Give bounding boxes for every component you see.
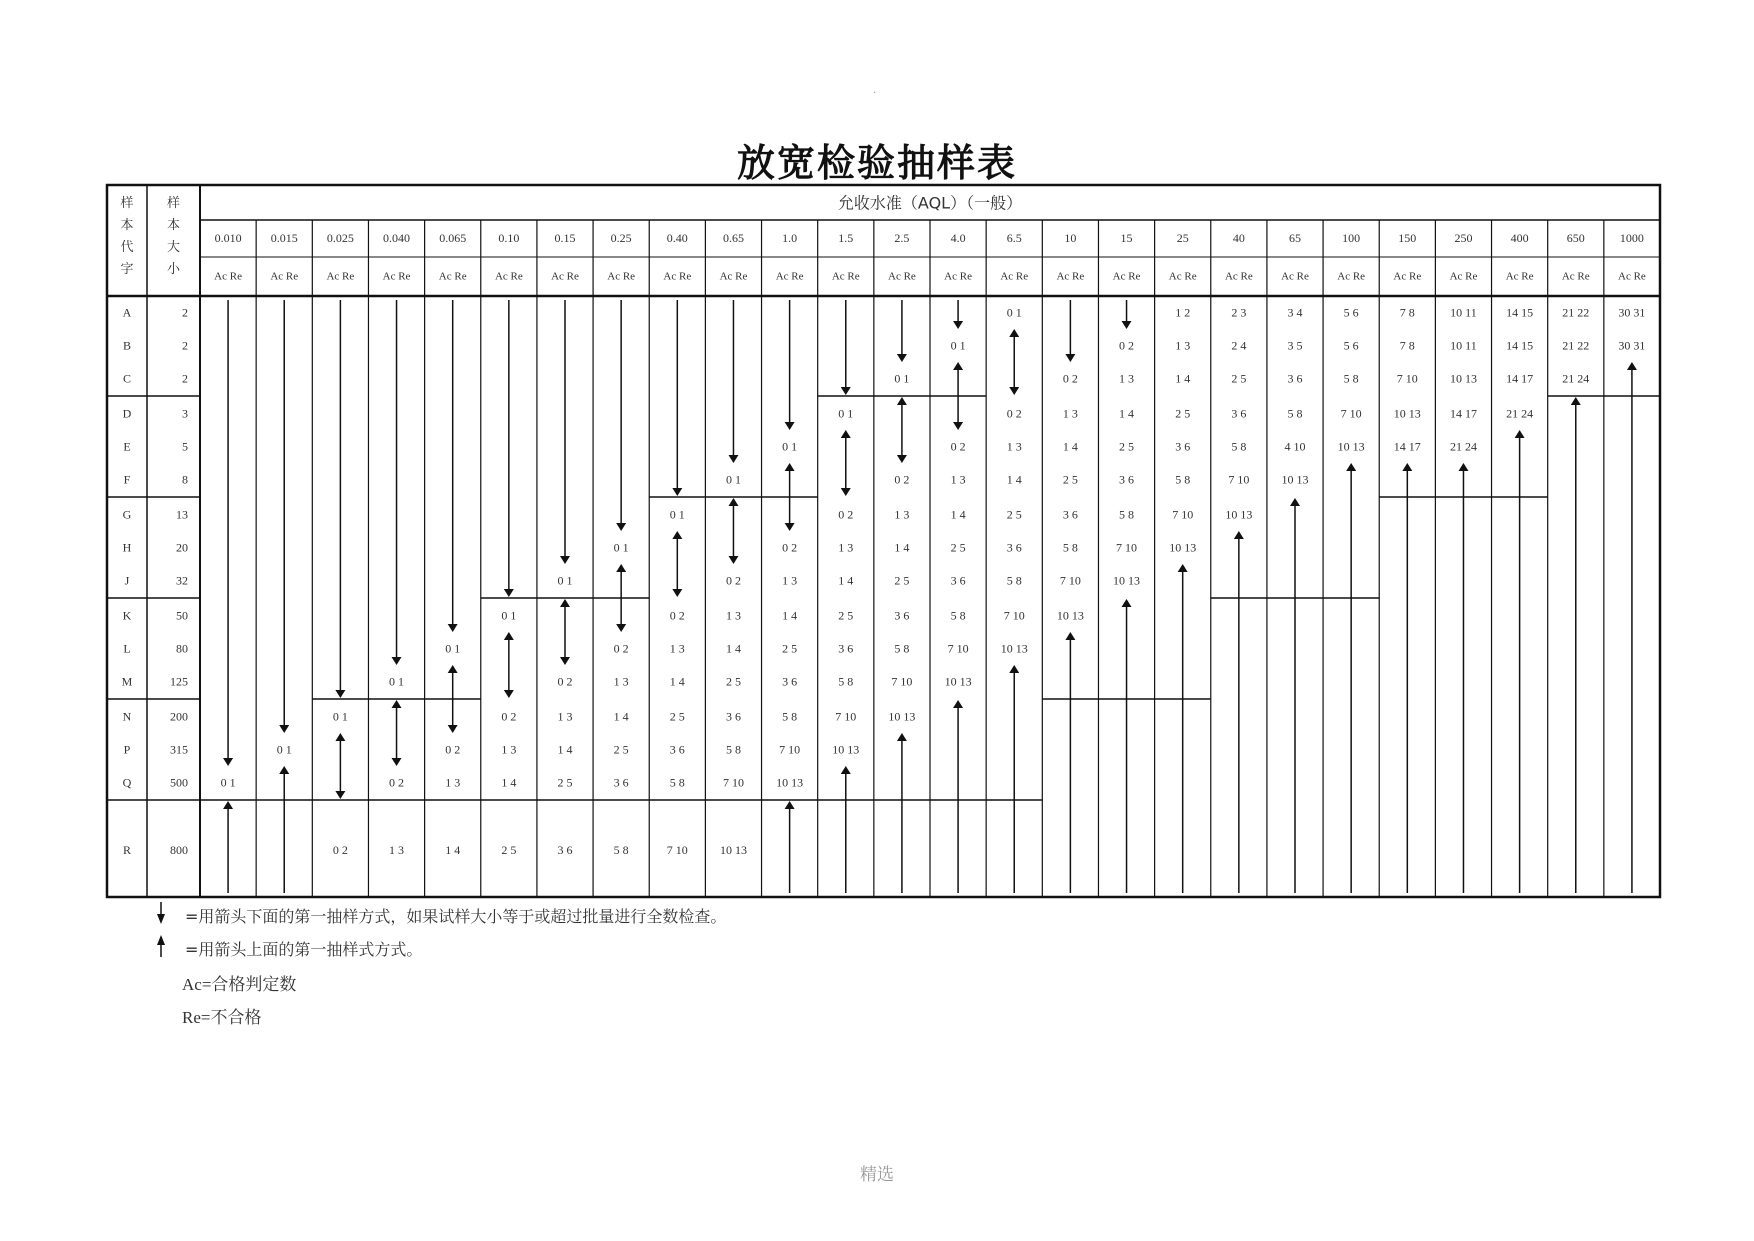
acre-value: 1 4 <box>838 573 854 588</box>
acre-value: 1 3 <box>613 674 629 689</box>
row-code: K <box>122 608 132 623</box>
acre-value: 0 1 <box>613 540 629 555</box>
aql-level: 1.5 <box>838 230 854 245</box>
acre-label: Ac Re <box>382 270 411 283</box>
acre-value: 10 13 <box>1113 573 1141 588</box>
acre-value: 0 2 <box>332 842 348 857</box>
acre-value: 1 4 <box>894 540 910 555</box>
acre-value: 0 1 <box>950 338 966 353</box>
acre-value: 1 4 <box>557 742 573 757</box>
aql-level: 100 <box>1342 230 1361 245</box>
acre-label: Ac Re <box>494 270 523 283</box>
acre-value: 2 5 <box>1062 472 1078 487</box>
acre-value: 1 3 <box>445 775 461 790</box>
aql-level: 1000 <box>1619 230 1644 245</box>
acre-value: 3 6 <box>725 709 741 724</box>
acre-value: 1 3 <box>838 540 854 555</box>
acre-value: 2 5 <box>613 742 629 757</box>
acre-label: Ac Re <box>551 270 579 283</box>
acre-value: 10 13 <box>1281 472 1309 487</box>
acre-value: 2 5 <box>950 540 966 555</box>
re-note-text: Re=不合格 <box>182 1008 262 1027</box>
acre-value: 2 5 <box>1006 507 1022 522</box>
acre-value: 1 3 <box>557 709 573 724</box>
acre-value: 10 13 <box>1056 608 1084 623</box>
aql-level: 25 <box>1176 230 1189 245</box>
acre-value: 2 5 <box>1231 371 1247 386</box>
acre-value: 3 6 <box>557 842 573 857</box>
header-size-char: 小 <box>166 260 181 276</box>
acre-value: 7 10 <box>1340 406 1362 421</box>
acre-value: 0 2 <box>1006 406 1022 421</box>
row-size: 2 <box>182 338 188 353</box>
acre-value: 5 8 <box>894 641 910 656</box>
acre-value: 10 13 <box>832 742 860 757</box>
acre-value: 5 8 <box>1006 573 1022 588</box>
row-code: R <box>122 842 132 857</box>
row-size: 500 <box>170 775 188 790</box>
header-size-char: 本 <box>166 216 181 232</box>
acre-label: Ac Re <box>1112 270 1141 283</box>
acre-label: Ac Re <box>1168 270 1197 283</box>
acre-value: 0 1 <box>1006 305 1022 320</box>
aql-level: 6.5 <box>1006 230 1022 245</box>
acre-label: Ac Re <box>270 270 299 283</box>
acre-label: Ac Re <box>1224 270 1253 283</box>
acre-value: 10 11 <box>1450 338 1477 353</box>
acre-value: 5 6 <box>1343 338 1359 353</box>
acre-value: 7 10 <box>947 641 969 656</box>
acre-value: 3 4 <box>1287 305 1303 320</box>
acre-value: 0 1 <box>557 573 573 588</box>
acre-value: 0 1 <box>725 472 741 487</box>
acre-label: Ac Re <box>1000 270 1029 283</box>
acre-value: 10 13 <box>1449 371 1477 386</box>
acre-value: 5 8 <box>1343 371 1359 386</box>
down-arrow-note-text: =用箭头下面的第一抽样方式，如果试样大小等于或超过批量进行全数检查。 <box>185 907 727 926</box>
header-code-char: 本 <box>120 216 134 232</box>
row-code: G <box>122 507 132 522</box>
row-code: P <box>123 742 131 757</box>
row-code: M <box>121 674 133 689</box>
acre-value: 10 13 <box>1000 641 1028 656</box>
acre-value: 1 4 <box>1062 439 1078 454</box>
acre-label: Ac Re <box>214 270 242 283</box>
acre-value: 0 2 <box>1119 338 1135 353</box>
acre-value: 7 10 <box>1228 472 1250 487</box>
acre-value: 7 10 <box>779 742 801 757</box>
row-size: 50 <box>176 608 188 623</box>
acre-value: 5 8 <box>725 742 741 757</box>
acre-label: Ac Re <box>1449 270 1478 283</box>
acre-value: 0 1 <box>220 775 236 790</box>
acre-value: 3 6 <box>838 641 854 656</box>
header-size-char: 大 <box>166 238 181 254</box>
acre-value: 0 2 <box>894 472 910 487</box>
row-code: C <box>122 371 132 386</box>
acre-value: 10 13 <box>944 674 972 689</box>
aql-level: 10 <box>1064 230 1077 245</box>
acre-value: 1 4 <box>501 775 517 790</box>
acre-value: 10 13 <box>1169 540 1197 555</box>
aql-title: 允收水准（AQL）（一般） <box>837 193 1023 213</box>
aql-level: 15 <box>1120 230 1133 245</box>
row-size: 32 <box>176 573 188 588</box>
acre-label: Ac Re <box>1618 270 1646 283</box>
header-code-char: 样 <box>120 194 134 210</box>
row-code: H <box>122 540 132 555</box>
top-mark: · <box>873 88 877 99</box>
row-size: 2 <box>182 305 188 320</box>
acre-value: 3 6 <box>1062 507 1078 522</box>
acre-value: 2 4 <box>1231 338 1247 353</box>
acre-value: 7 10 <box>1396 371 1418 386</box>
row-code: N <box>122 709 132 724</box>
aql-level: 0.10 <box>498 230 520 245</box>
row-code: Q <box>122 775 132 790</box>
acre-label: Ac Re <box>944 270 972 283</box>
acre-value: 7 10 <box>1116 540 1138 555</box>
up-arrow-icon <box>155 933 167 959</box>
aql-level: 0.65 <box>722 230 744 245</box>
acre-value: 7 10 <box>1172 507 1194 522</box>
acre-value: 1 3 <box>389 842 405 857</box>
acre-value: 1 4 <box>950 507 966 522</box>
acre-value: 7 10 <box>1059 573 1081 588</box>
aql-level: 1.0 <box>782 230 798 245</box>
aql-level: 0.015 <box>270 230 298 245</box>
aql-level: 65 <box>1289 230 1301 245</box>
acre-value: 5 8 <box>1231 439 1247 454</box>
acre-value: 1 3 <box>669 641 685 656</box>
ac-note-text: Ac=合格判定数 <box>182 975 297 994</box>
acre-value: 0 2 <box>613 641 629 656</box>
acre-label: Ac Re <box>438 270 467 283</box>
acre-value: 21 24 <box>1506 406 1534 421</box>
acre-value: 10 13 <box>1393 406 1421 421</box>
acre-value: 2 5 <box>782 641 798 656</box>
acre-label: Ac Re <box>663 270 692 283</box>
acre-label: Ac Re <box>326 270 355 283</box>
acre-label: Ac Re <box>888 270 916 283</box>
acre-label: Ac Re <box>1056 270 1085 283</box>
acre-value: 5 8 <box>669 775 685 790</box>
aql-level: 650 <box>1566 230 1585 245</box>
acre-value: 3 5 <box>1287 338 1303 353</box>
acre-value: 21 24 <box>1449 439 1477 454</box>
acre-value: 5 8 <box>950 608 966 623</box>
page-title: 放宽检验抽样表 <box>736 140 1017 185</box>
acre-value: 0 2 <box>389 775 405 790</box>
row-size: 20 <box>176 540 188 555</box>
acre-value: 2 5 <box>1175 406 1191 421</box>
row-size: 13 <box>176 507 188 522</box>
row-code: A <box>122 305 132 320</box>
acre-value: 5 8 <box>1119 507 1135 522</box>
acre-value: 14 15 <box>1506 305 1534 320</box>
row-code: J <box>124 573 130 588</box>
acre-value: 3 6 <box>613 775 629 790</box>
row-size: 800 <box>170 842 188 857</box>
acre-value: 7 8 <box>1399 305 1415 320</box>
acre-value: 10 13 <box>1337 439 1365 454</box>
acre-value: 30 31 <box>1618 305 1646 320</box>
acre-value: 0 2 <box>950 439 966 454</box>
acre-value: 0 1 <box>332 709 348 724</box>
acre-label: Ac Re <box>1393 270 1422 283</box>
acre-value: 10 13 <box>888 709 916 724</box>
acre-value: 3 6 <box>1006 540 1022 555</box>
acre-value: 5 8 <box>782 709 798 724</box>
acre-value: 1 3 <box>501 742 517 757</box>
acre-value: 10 13 <box>1225 507 1253 522</box>
row-size: 315 <box>170 742 188 757</box>
acre-value: 7 8 <box>1399 338 1415 353</box>
acre-value: 3 6 <box>1119 472 1135 487</box>
acre-value: 2 5 <box>725 674 741 689</box>
acre-value: 1 4 <box>1119 406 1135 421</box>
acre-value: 1 3 <box>1175 338 1191 353</box>
acre-value: 1 3 <box>1062 406 1078 421</box>
aql-level: 400 <box>1510 230 1529 245</box>
acre-value: 5 8 <box>1287 406 1303 421</box>
acre-label: Ac Re <box>775 270 804 283</box>
acre-value: 2 5 <box>1119 439 1135 454</box>
acre-value: 14 15 <box>1506 338 1534 353</box>
acre-value: 2 5 <box>894 573 910 588</box>
header-code-char: 代 <box>120 238 134 254</box>
acre-value: 0 1 <box>894 371 910 386</box>
acre-value: 2 5 <box>501 842 517 857</box>
acre-label: Ac Re <box>1337 270 1366 283</box>
acre-value: 5 6 <box>1343 305 1359 320</box>
acre-value: 1 4 <box>1006 472 1022 487</box>
acre-value: 1 4 <box>1175 371 1191 386</box>
acre-value: 2 5 <box>838 608 854 623</box>
acre-label: Ac Re <box>1561 270 1590 283</box>
acre-value: 1 4 <box>725 641 741 656</box>
row-size: 125 <box>170 674 188 689</box>
acre-value: 1 3 <box>1119 371 1135 386</box>
acre-value: 1 3 <box>782 573 798 588</box>
acre-value: 0 1 <box>782 439 798 454</box>
acre-value: 1 3 <box>725 608 741 623</box>
aql-level: 0.065 <box>439 230 467 245</box>
aql-level: 0.040 <box>383 230 411 245</box>
acre-value: 3 6 <box>782 674 798 689</box>
acre-value: 10 13 <box>719 842 747 857</box>
acre-value: 3 6 <box>1175 439 1191 454</box>
acre-value: 2 5 <box>557 775 573 790</box>
aql-level: 4.0 <box>950 230 966 245</box>
acre-value: 3 6 <box>894 608 910 623</box>
acre-value: 3 6 <box>1287 371 1303 386</box>
acre-value: 0 2 <box>838 507 854 522</box>
acre-label: Ac Re <box>719 270 748 283</box>
acre-value: 21 22 <box>1562 305 1590 320</box>
acre-value: 5 8 <box>1175 472 1191 487</box>
aql-level: 0.010 <box>214 230 242 245</box>
acre-label: Ac Re <box>831 270 860 283</box>
row-size: 200 <box>170 709 188 724</box>
acre-value: 14 17 <box>1393 439 1421 454</box>
acre-value: 1 4 <box>613 709 629 724</box>
acre-value: 0 1 <box>838 406 854 421</box>
aql-level: 2.5 <box>894 230 910 245</box>
acre-value: 0 1 <box>389 674 405 689</box>
aql-level: 0.15 <box>554 230 576 245</box>
aql-level: 150 <box>1398 230 1417 245</box>
acre-value: 7 10 <box>1003 608 1025 623</box>
row-size: 80 <box>176 641 188 656</box>
acre-value: 2 3 <box>1231 305 1247 320</box>
row-size: 8 <box>182 472 188 487</box>
acre-value: 0 2 <box>725 573 741 588</box>
acre-value: 1 3 <box>1006 439 1022 454</box>
acre-value: 0 2 <box>501 709 517 724</box>
acre-value: 4 10 <box>1284 439 1306 454</box>
acre-value: 0 1 <box>669 507 685 522</box>
acre-value: 5 8 <box>1062 540 1078 555</box>
row-code: F <box>123 472 131 487</box>
aql-level: 250 <box>1454 230 1473 245</box>
acre-value: 21 24 <box>1562 371 1590 386</box>
acre-value: 0 1 <box>276 742 292 757</box>
acre-value: 3 6 <box>950 573 966 588</box>
acre-value: 0 2 <box>669 608 685 623</box>
aql-level: 0.025 <box>326 230 354 245</box>
acre-value: 0 2 <box>1062 371 1078 386</box>
acre-value: 14 17 <box>1449 406 1477 421</box>
footer-label: 精选 <box>860 1165 894 1185</box>
row-size: 2 <box>182 371 188 386</box>
row-size: 3 <box>182 406 188 421</box>
down-arrow-icon <box>155 900 167 926</box>
acre-value: 5 8 <box>838 674 854 689</box>
acre-value: 1 4 <box>782 608 798 623</box>
acre-label: Ac Re <box>607 270 636 283</box>
row-code: L <box>123 641 131 656</box>
acre-value: 1 4 <box>445 842 461 857</box>
acre-value: 0 2 <box>557 674 573 689</box>
acre-value: 10 11 <box>1450 305 1477 320</box>
acre-value: 1 3 <box>950 472 966 487</box>
acre-value: 7 10 <box>891 674 913 689</box>
acre-value: 5 8 <box>613 842 629 857</box>
acre-value: 2 5 <box>669 709 685 724</box>
acre-value: 7 10 <box>666 842 688 857</box>
acre-value: 7 10 <box>722 775 744 790</box>
acre-value: 30 31 <box>1618 338 1646 353</box>
acre-value: 3 6 <box>669 742 685 757</box>
aql-level: 0.25 <box>610 230 632 245</box>
acre-value: 3 6 <box>1231 406 1247 421</box>
aql-level: 40 <box>1232 230 1245 245</box>
acre-value: 0 1 <box>445 641 461 656</box>
acre-value: 14 17 <box>1506 371 1534 386</box>
row-code: D <box>122 406 132 421</box>
row-size: 5 <box>182 439 188 454</box>
acre-value: 7 10 <box>835 709 857 724</box>
acre-value: 1 3 <box>894 507 910 522</box>
acre-value: 1 2 <box>1175 305 1191 320</box>
row-code: E <box>123 439 131 454</box>
acre-value: 1 4 <box>669 674 685 689</box>
acre-value: 21 22 <box>1562 338 1590 353</box>
acre-label: Ac Re <box>1505 270 1534 283</box>
header-size-char: 样 <box>166 194 181 210</box>
acre-value: 0 2 <box>445 742 461 757</box>
acre-value: 10 13 <box>776 775 804 790</box>
up-arrow-note-text: =用箭头上面的第一抽样式方式。 <box>185 940 423 959</box>
acre-label: Ac Re <box>1281 270 1309 283</box>
row-code: B <box>122 338 132 353</box>
acre-value: 0 2 <box>782 540 798 555</box>
acre-value: 0 1 <box>501 608 517 623</box>
header-code-char: 字 <box>120 260 134 276</box>
aql-level: 0.40 <box>666 230 688 245</box>
